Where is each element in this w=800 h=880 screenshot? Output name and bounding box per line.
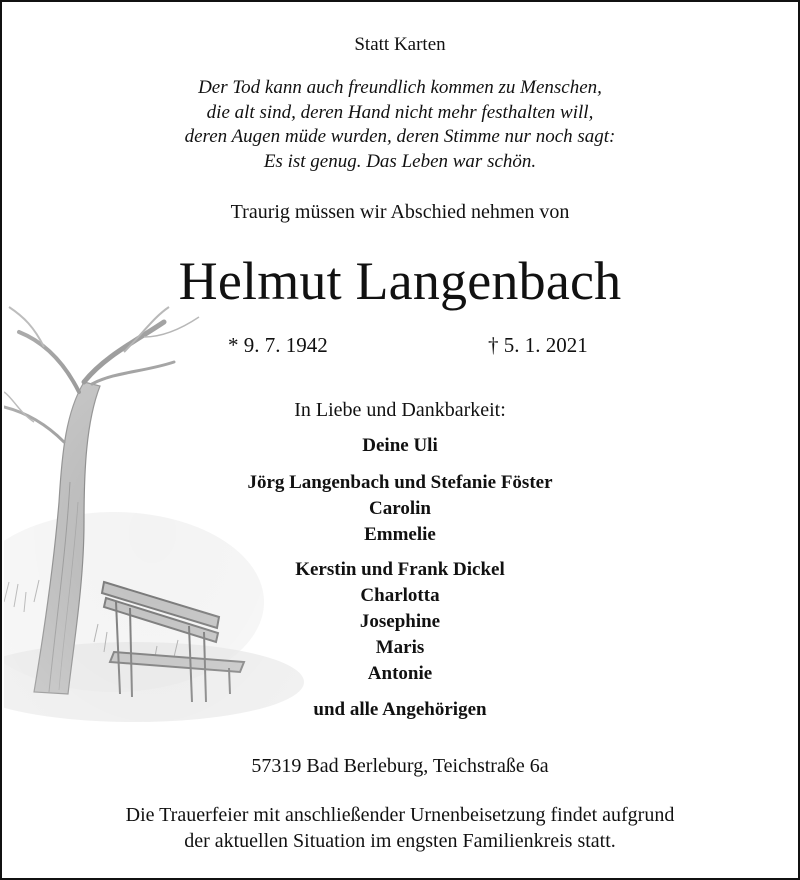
mourner-name: Josephine bbox=[359, 611, 441, 632]
notice-line: der aktuellen Situation im engsten Familienkreis statt. bbox=[184, 830, 616, 852]
poem-line: Der Tod kann auch freundlich kommen zu Menschen, bbox=[198, 77, 602, 98]
mourner-name: Charlotta bbox=[360, 585, 440, 606]
death-date: † 5. 1. 2021 bbox=[488, 333, 588, 357]
mourner-name: Jörg Langenbach und Stefanie Föster bbox=[247, 472, 553, 493]
birth-date: * 9. 7. 1942 bbox=[228, 333, 328, 357]
intro-text: Traurig müssen wir Abschied nehmen von bbox=[230, 201, 570, 223]
funeral-notice bbox=[2, 802, 798, 854]
header-statt-karten: Statt Karten bbox=[354, 34, 446, 55]
poem-line: deren Augen müde wurden, deren Stimme nur noch sagt: bbox=[184, 126, 616, 147]
notice-line: Die Trauerfeier mit anschließender Urnenbeisetzung findet aufgrund bbox=[125, 804, 675, 826]
mourner-name: Emmelie bbox=[364, 524, 436, 545]
mourner-family-group bbox=[2, 557, 798, 687]
mourner-name: Maris bbox=[375, 637, 425, 658]
poem bbox=[2, 76, 798, 174]
mourner-others: und alle Angehörigen bbox=[313, 699, 487, 720]
mourner-family-group bbox=[2, 470, 798, 548]
poem-line: Es ist genug. Das Leben war schön. bbox=[263, 150, 537, 172]
mourner-spouse: Deine Uli bbox=[362, 435, 438, 456]
deceased-name: Helmut Langenbach bbox=[178, 251, 622, 311]
mourner-name: Kerstin und Frank Dickel bbox=[295, 559, 505, 580]
poem-line: die alt sind, deren Hand nicht mehr festhalten will, bbox=[206, 101, 594, 123]
address: 57319 Bad Berleburg, Teichstraße 6a bbox=[251, 755, 549, 777]
mourner-name: Carolin bbox=[369, 498, 431, 519]
thanks-line: In Liebe und Dankbarkeit: bbox=[294, 399, 506, 421]
mourner-name: Antonie bbox=[367, 663, 433, 684]
